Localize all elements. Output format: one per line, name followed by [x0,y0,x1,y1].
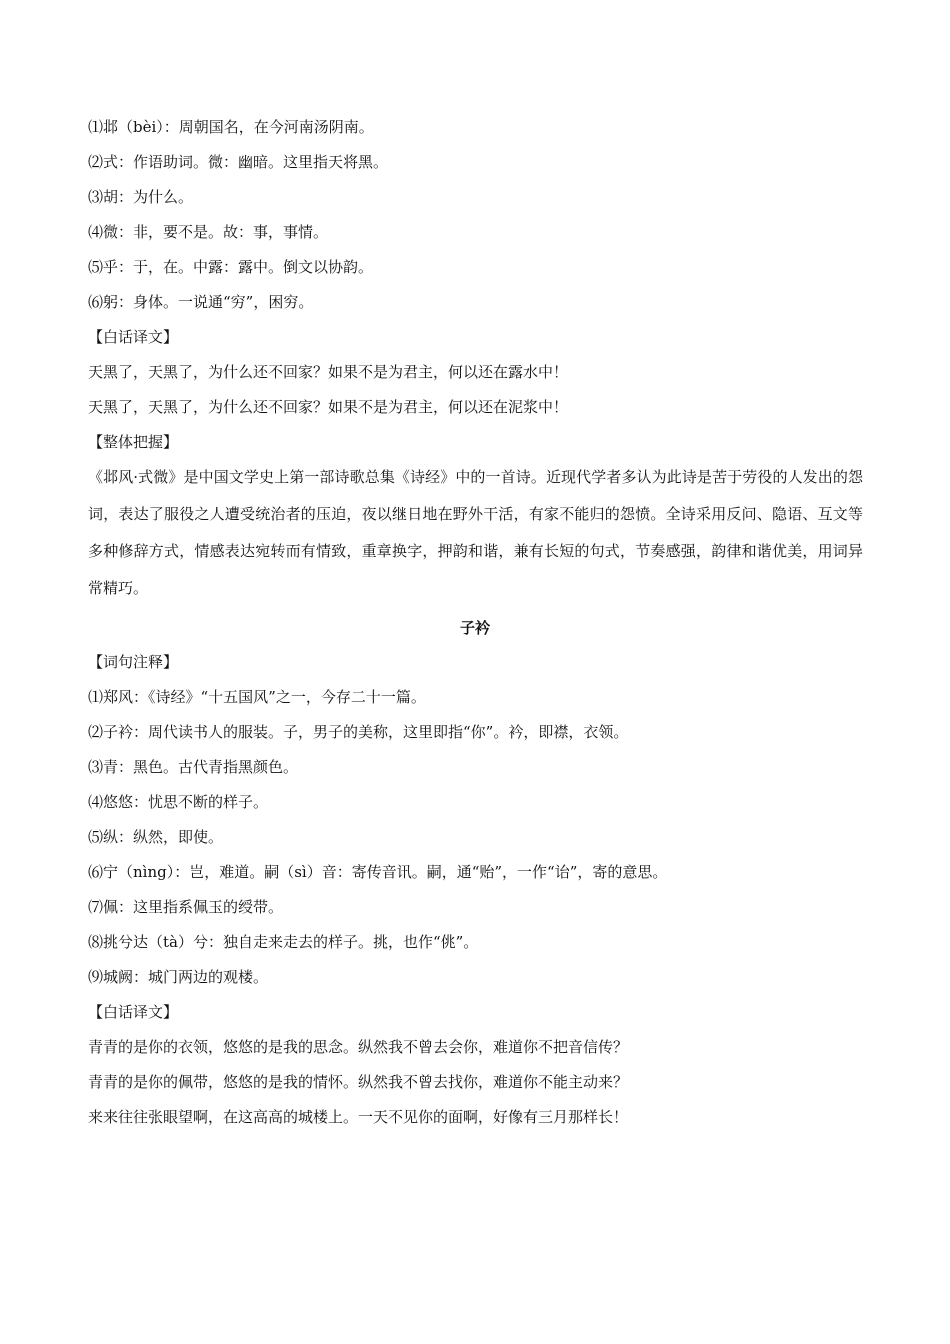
section-heading: 【整体把握】 [88,433,179,451]
note-line: ⑸乎：于，在。中露：露中。倒文以协韵。 [88,258,374,276]
note-line: ⑷悠悠：忧思不断的样子。 [88,793,269,811]
note-line: ⑹躬：身体。一说通“穷”，困穷。 [88,293,314,311]
note-line: ⑼城阙：城门两边的观楼。 [88,968,269,986]
section-heading: 【词句注释】 [88,653,179,671]
translation-line: 青青的是你的衣领，悠悠的是我的思念。纵然我不曾去会你，难道你不把音信传？ [88,1038,629,1056]
note-line: ⑴邶（bèi）：周朝国名，在今河南汤阴南。 [88,118,374,136]
note-line: ⑺佩：这里指系佩玉的绶带。 [88,898,284,916]
note-line: ⑹宁（nìng）：岂，难道。嗣（sì）音：寄传音讯。嗣，通“贻”，一作“诒”，寄的意思。 [88,863,668,881]
note-line: ⑷微：非，要不是。故：事，事情。 [88,223,329,241]
section-heading: 【白话译文】 [88,328,179,346]
note-line: ⑵子衿：周代读书人的服装。子，男子的美称，这里即指“你”。衿，即襟，衣领。 [88,723,629,741]
note-line: ⑴郑风：《诗经》“十五国风”之一，今存二十一篇。 [88,688,426,706]
translation-line: 来来往往张眼望啊，在这高高的城楼上。一天不见你的面啊，好像有三月那样长！ [88,1108,629,1126]
poem-title: 子衿 [459,619,490,637]
translation-line: 青青的是你的佩带，悠悠的是我的情怀。纵然我不曾去找你，难道你不能主动来？ [88,1073,629,1091]
section-heading: 【白话译文】 [88,1003,179,1021]
note-line: ⑵式：作语助词。微：幽暗。这里指天将黑。 [88,153,389,171]
overview-paragraph: 《邶风·式微》是中国文学史上第一部诗歌总集《诗经》中的一首诗。近现代学者多认为此诗是苦于劳役的人发出的怨词，表达了服役之人遭受统治者的压迫，夜以继日地在野外干活，有家不能归的怨愤。全诗采用反问、隐语、互文等多种修辞方式，情感表达宛转而有情致，重章换字，押韵和谐，兼有长短的句式，节奏感强，韵律和谐优美，用词异常精巧。 [88,468,863,597]
note-line: ⑻挑兮达（tà）兮：独自走来走去的样子。挑，也作“佻”。 [88,933,479,951]
note-line: ⑶胡：为什么。 [88,188,194,206]
note-line: ⑸纵：纵然，即使。 [88,828,224,846]
note-line: ⑶青：黑色。古代青指黑颜色。 [88,758,299,776]
translation-line: 天黑了，天黑了，为什么还不回家？如果不是为君主，何以还在露水中！ [88,363,569,381]
translation-line: 天黑了，天黑了，为什么还不回家？如果不是为君主，何以还在泥浆中！ [88,398,569,416]
